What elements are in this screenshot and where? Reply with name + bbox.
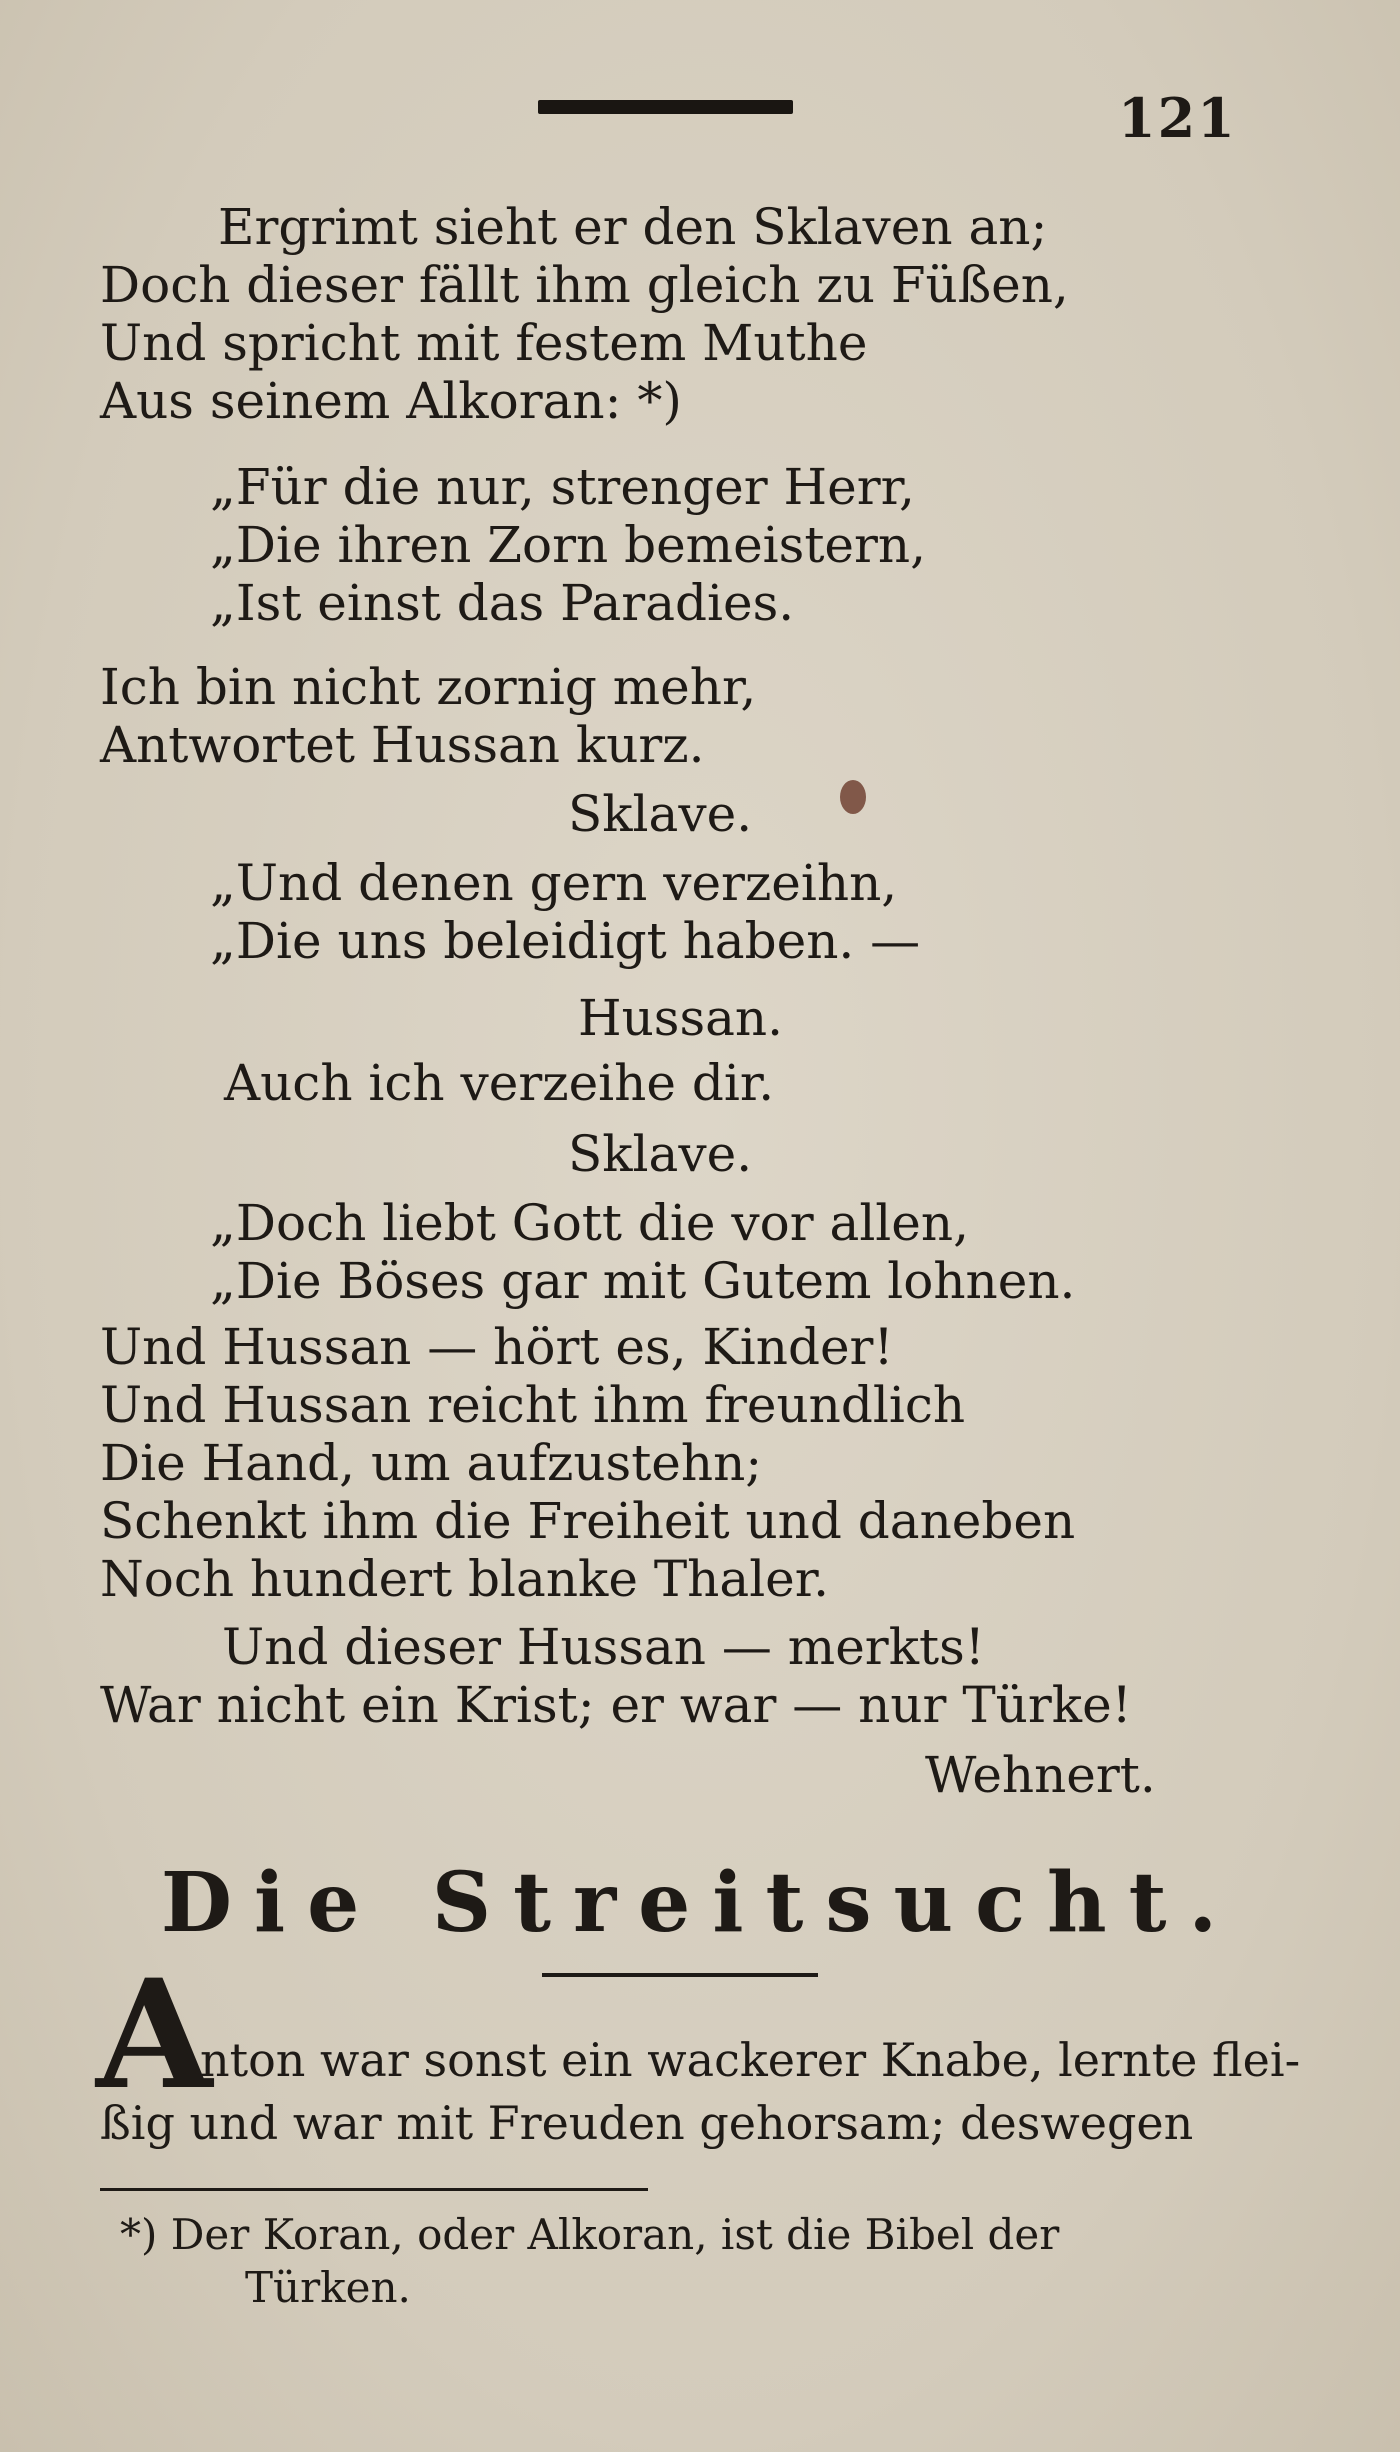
- poem-line: Und dieser Hussan — merkts!: [222, 1618, 985, 1676]
- poem-line: Und Hussan reicht ihm freundlich: [100, 1376, 966, 1434]
- poem-line: War nicht ein Krist; er war — nur Türke!: [100, 1676, 1132, 1734]
- footnote-rule: [100, 2188, 648, 2191]
- poem-line: „Ist einst das Paradies.: [210, 574, 795, 632]
- poem-line: Und Hussan — hört es, Kinder!: [100, 1318, 894, 1376]
- poem-line: Die Hand, um aufzustehn;: [100, 1434, 763, 1492]
- footnote-line: Türken.: [245, 2263, 411, 2312]
- prose-line: nton war sonst ein wackerer Knabe, lernte flei-: [200, 2033, 1301, 2087]
- prose-line: ßig und war mit Freuden gehorsam; deswegen: [100, 2096, 1194, 2150]
- speaker-label: Sklave.: [568, 785, 753, 843]
- drop-cap: A: [96, 1947, 213, 2123]
- poem-line: Ergrimt sieht er den Sklaven an;: [218, 198, 1048, 256]
- footnote-line: *) Der Koran, oder Alkoran, ist die Bibel der: [120, 2210, 1060, 2259]
- poem-line: Aus seinem Alkoran: *): [100, 372, 682, 430]
- poem-line: Ich bin nicht zornig mehr,: [100, 658, 757, 716]
- header-rule: [538, 100, 793, 114]
- poem-line: Und spricht mit festem Muthe: [100, 314, 868, 372]
- speaker-label: Hussan.: [578, 989, 784, 1047]
- poem-line: „Für die nur, strenger Herr,: [210, 458, 915, 516]
- poem-line: „Die Böses gar mit Gutem lohnen.: [210, 1252, 1076, 1310]
- poem-line: „Doch liebt Gott die vor allen,: [210, 1194, 969, 1252]
- section-title: Die Streitsucht.: [160, 1855, 1240, 1951]
- poem-line: „Und denen gern verzeihn,: [210, 854, 898, 912]
- ink-stain: [840, 780, 866, 814]
- title-rule: [542, 1973, 818, 1977]
- poem-line: Noch hundert blanke Thaler.: [100, 1550, 830, 1608]
- poem-line: Auch ich verzeihe dir.: [224, 1054, 775, 1112]
- poem-line: Antwortet Hussan kurz.: [100, 716, 705, 774]
- poem-line: Schenkt ihm die Freiheit und daneben: [100, 1492, 1076, 1550]
- poem-line: Doch dieser fällt ihm gleich zu Füßen,: [100, 256, 1069, 314]
- poem-line: „Die uns beleidigt haben. —: [210, 912, 921, 970]
- poem-author: Wehnert.: [925, 1746, 1156, 1804]
- poem-line: „Die ihren Zorn bemeistern,: [210, 516, 927, 574]
- speaker-label: Sklave.: [568, 1125, 753, 1183]
- page-number: 121: [1118, 86, 1237, 150]
